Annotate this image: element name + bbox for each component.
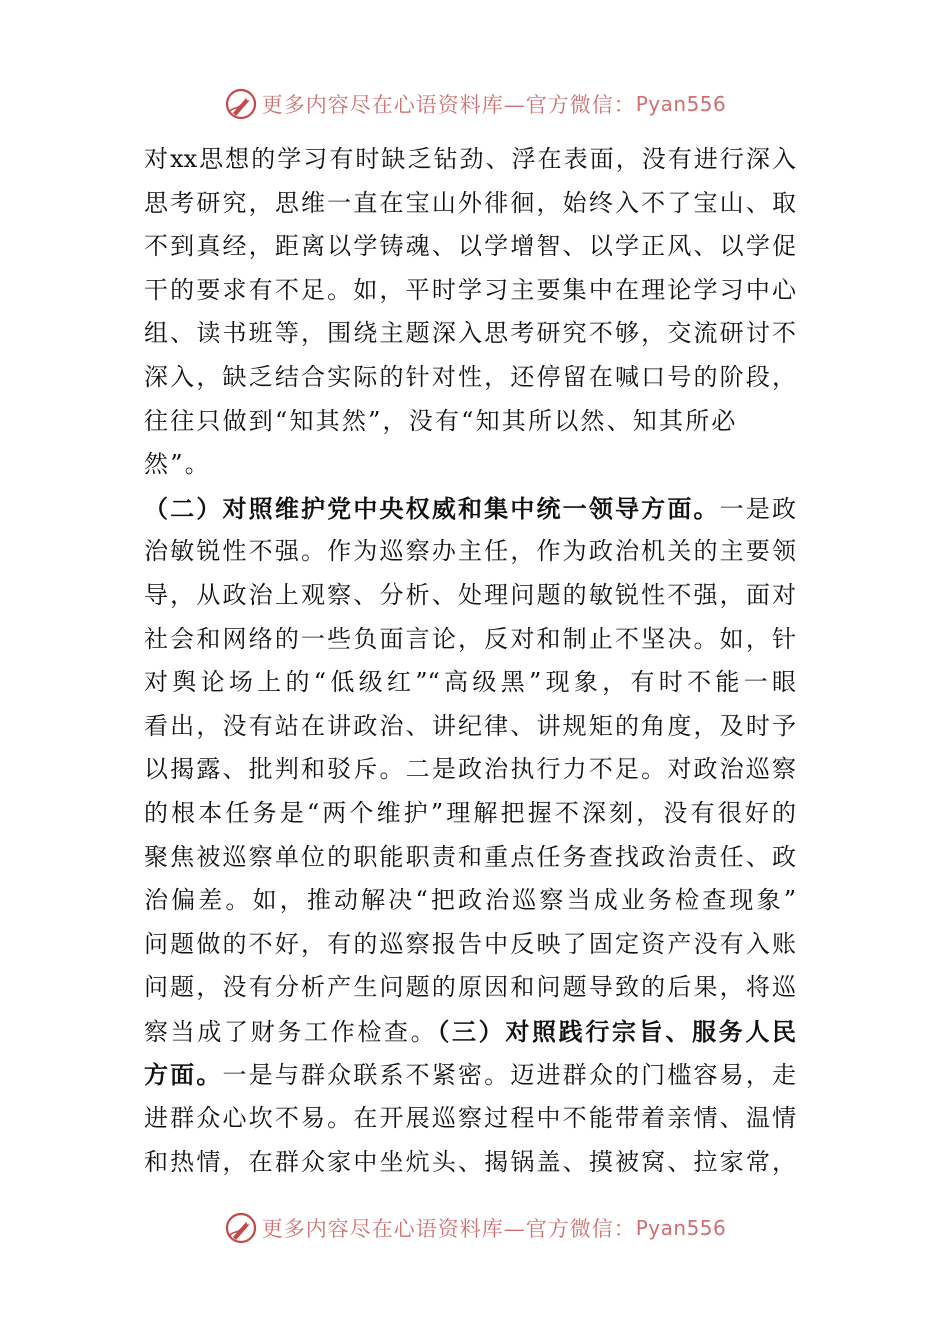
footer-banner [0,1208,950,1248]
pen-logo-icon [224,87,258,121]
section-heading-line: 方面。一是与群众联系不紧密。迈进群众的门槛容易，走 [144,1060,796,1090]
text-line: 以揭露、批判和驳斥。二是政治执行力不足。对政治巡察 [144,755,796,784]
banner-brand: Pyan556 [635,92,727,116]
header-banner [0,84,950,124]
text-line: 进群众心坎不易。在开展巡察过程中不能带着亲情、温情 [144,1104,796,1133]
text-line: 对xx思想的学习有时缺乏钻劲、浮在表面，没有进行深入 [144,145,796,173]
text-line: 不到真经，距离以学铸魂、以学增智、以学正风、以学促 [144,232,796,261]
text-line: 治偏差。如，推动解决“把政治巡察当成业务检查现象” [144,886,796,915]
banner-text: 更多内容尽在心语资料库—官方微信： [261,1217,636,1241]
text-line: 的根本任务是“两个维护”理解把握不深刻，没有很好的 [144,798,796,827]
section-heading-line: 察当成了财务工作检查。（三）对照践行宗旨、服务人民 [144,1016,797,1046]
banner-text: 更多内容尽在心语资料库—官方微信： [261,93,636,117]
text-line: 组、读书班等，围绕主题深入思考研究不够，交流研讨不 [144,319,796,348]
text-line: 干的要求有不足。如，平时学习主要集中在理论学习中心 [144,275,796,304]
pen-logo-icon [224,1211,258,1245]
text-line: 往往只做到“知其然”，没有“知其所以然、知其所必 [144,406,738,435]
text-line: 和热情，在群众家中坐炕头、揭锅盖、摸被窝、拉家常， [144,1147,796,1176]
text-line: 问题，没有分析产生问题的原因和问题导致的后果，将巡 [144,973,796,1002]
section-heading: （二）对照维护党中央权威和集中统一领导方面。 [144,493,720,523]
text-line: 问题做的不好，有的巡察报告中反映了固定资产没有入账 [144,929,796,958]
section-heading-line: （二）对照维护党中央权威和集中统一领导方面。一是政 [144,493,797,523]
section-heading: 方面。 [144,1060,223,1090]
section-heading: （三）对照践行宗旨、服务人民 [437,1016,797,1046]
text-line: 看出，没有站在讲政治、讲纪律、讲规矩的角度，及时予 [144,711,796,740]
text-line: 治敏锐性不强。作为巡察办主任，作为政治机关的主要领 [144,537,796,566]
banner-brand: Pyan556 [635,1216,727,1240]
text-line: 然”。 [144,450,211,479]
text-line: 深入，缺乏结合实际的针对性，还停留在喊口号的阶段， [144,362,796,391]
text-line: 导，从政治上观察、分析、处理问题的敏锐性不强，面对 [144,580,796,609]
text-line: 社会和网络的一些负面言论，反对和制止不坚决。如，针 [144,624,796,653]
document-body [144,138,796,1184]
text-line: 思考研究，思维一直在宝山外徘徊，始终入不了宝山、取 [144,188,796,217]
text-line: 聚焦被巡察单位的职能职责和重点任务查找政治责任、政 [144,842,796,871]
text-line: 对舆论场上的“低级红”“高级黑”现象，有时不能一眼 [144,668,796,697]
